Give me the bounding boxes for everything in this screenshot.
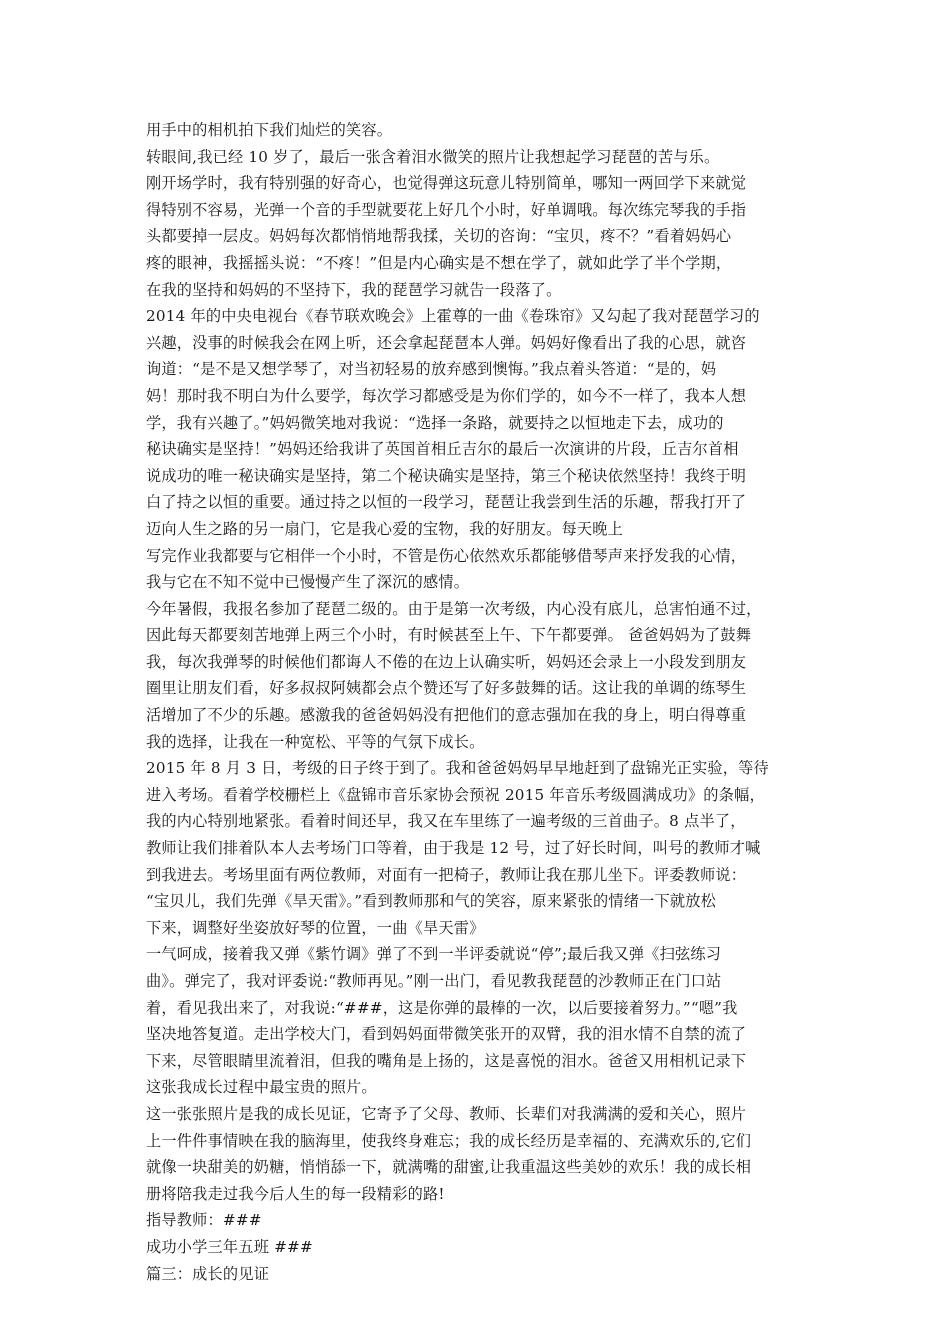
text-line: 着，看见我出来了，对我说:“###，这是你弹的最棒的一次，以后要接着努力。”“嗯”我 <box>146 998 738 1017</box>
text-line: 上一件件事情映在我的脑海里，使我终身难忘；我的成长经历是幸福的、充满欢乐的,它们 <box>146 1131 752 1150</box>
text-line: 写完作业我都要与它相伴一个小时，不管是伤心依然欢乐都能够借琴声来抒发我的心情， <box>146 546 747 565</box>
advisor-line: 指导教师：### <box>146 1211 262 1230</box>
text-line: 册将陪我走过我今后人生的每一段精彩的路! <box>146 1184 445 1203</box>
text-line: 在我的坚持和妈妈的不坚持下，我的琵琶学习就告一段落了。 <box>146 280 562 299</box>
text-line: 妈！那时我不明白为什么要学，每次学习都感受是为你们学的，如今不一样了，我本人想 <box>146 386 747 405</box>
text-line: 今年暑假，我报名参加了琵琶二级的。由于是第一次考级，内心没有底儿，总害怕通不过， <box>146 599 762 618</box>
text-line: 2014 年的中央电视台《春节联欢晚会》上霍尊的一曲《卷珠帘》又勾起了我对琵琶学习的 <box>146 307 760 326</box>
text-line: 询道：“是不是又想学琴了，对当初轻易的放弃感到懊悔。”我点着头答道：“是的，妈 <box>146 360 717 379</box>
text-line: 我，每次我弹琴的时候他们都诲人不倦的在边上认确实听，妈妈还会录上一小段发到朋友 <box>146 652 747 671</box>
section-heading: 篇三：成长的见证 <box>146 1264 270 1283</box>
text-line: 这张我成长过程中最宝贵的照片。 <box>146 1078 377 1097</box>
text-line: 得特别不容易，光弹一个音的手型就要花上好几个小时，好单调哦。每次练完琴我的手指 <box>146 200 747 219</box>
text-line: 我与它在不知不觉中已慢慢产生了深沉的感情。 <box>146 573 470 592</box>
text-line: 兴趣，没事的时候我会在网上听，还会拿起琵琶本人弹。妈妈好像看出了我的心思，就咨 <box>146 333 747 352</box>
text-line: 活增加了不少的乐趣。感激我的爸爸妈妈没有把他们的意志强加在我的身上，明白得尊重 <box>146 706 747 725</box>
text-line: 这一张张照片是我的成长见证，它寄予了父母、教师、长辈们对我满满的爱和关心，照片 <box>146 1104 747 1123</box>
text-line: 就像一块甜美的奶糖，悄悄舔一下，就满嘴的甜蜜,让我重温这些美妙的欢乐！我的成长相 <box>146 1158 752 1177</box>
text-line: “宝贝儿，我们先弹《旱天雷》。”看到教师那和气的笑容，原来紧张的情绪一下就放松 <box>146 892 717 911</box>
text-line: 疼的眼神，我摇摇头说：“不疼！”但是内心确实是不想在学了，就如此学了半个学期， <box>146 253 732 272</box>
text-line: 曲》。弹完了，我对评委说:“教师再见。”刚一出门，看见教我琵琶的沙教师正在门口站 <box>146 972 722 990</box>
text-line: 下来，调整好坐姿放好琴的位置，一曲《旱天雷》 <box>146 918 485 937</box>
text-line: 迈向人生之路的另一扇门，它是我心爱的宝物，我的好朋友。每天晚上 <box>146 519 624 538</box>
text-line: 我的选择，让我在一种宽松、平等的气氛下成长。 <box>146 732 485 751</box>
text-line: 刚开场学时，我有特别强的好奇心，也觉得弹这玩意儿特别简单，哪知一两回学下来就觉 <box>146 174 747 193</box>
text-line: 用手中的相机拍下我们灿烂的笑容。 <box>146 121 393 139</box>
text-line: 2015 年 8 月 3 日，考级的日子终于到了。我和爸爸妈妈早早地赶到了盘锦光正实验，等待 <box>146 759 769 778</box>
text-line: 学，我有兴趣了。”妈妈微笑地对我说：“选择一条路，就要持之以恒地走下去，成功的 <box>146 413 724 432</box>
text-line: 我的内心特别地紧张。看着时间还早，我又在车里练了一遍考级的三首曲子。8 点半了， <box>146 812 746 831</box>
text-line: 教师让我们排着队本人去考场门口等着，由于我是 12 号，过了好长时间，叫号的教师才喊 <box>146 839 761 858</box>
text-line: 头都要掉一层皮。妈妈每次都悄悄地帮我揉，关切的咨询：“宝贝，疼不？”看着妈妈心 <box>146 227 732 246</box>
document-body <box>146 117 806 1287</box>
text-line: 下来，尽管眼睛里流着泪，但我的嘴角是上扬的，这是喜悦的泪水。爸爸又用相机记录下 <box>146 1051 747 1070</box>
text-line: 圈里让朋友们看，好多叔叔阿姨都会点个赞还写了好多鼓舞的话。这让我的单调的练琴生 <box>146 679 747 698</box>
text-line: 说成功的唯一秘诀确实是坚持，第二个秘诀确实是坚持，第三个秘诀依然坚持！我终于明 <box>146 466 747 485</box>
text-line: 坚决地答复道。走出学校大门，看到妈妈面带微笑张开的双臂，我的泪水情不自禁的流了 <box>146 1025 747 1044</box>
text-line: 白了持之以恒的重要。通过持之以恒的一段学习，琵琶让我尝到生活的乐趣，帮我打开了 <box>146 493 747 512</box>
text-line: 因此每天都要刻苦地弹上两三个小时，有时候甚至上午、下午都要弹。 爸爸妈妈为了鼓舞 <box>146 626 752 645</box>
text-line: 到我进去。考场里面有两位教师，对面有一把椅子，教师让我在那儿坐下。评委教师说： <box>146 865 747 884</box>
class-line: 成功小学三年五班 ### <box>146 1237 313 1256</box>
text-line: 秘诀确实是坚持！”妈妈还给我讲了英国首相丘吉尔的最后一次演讲的片段，丘吉尔首相 <box>146 440 739 459</box>
text-line: 进入考场。看着学校栅栏上《盘锦市音乐家协会预祝 2015 年音乐考级圆满成功》的条幅， <box>146 785 765 804</box>
text-line: 一气呵成，接着我又弹《紫竹调》弹了不到一半评委就说“停”;最后我又弹《扫弦练习 <box>146 945 722 964</box>
text-line: 转眼间,我已经 10 岁了，最后一张含着泪水微笑的照片让我想起学习琵琶的苦与乐。 <box>146 147 720 166</box>
